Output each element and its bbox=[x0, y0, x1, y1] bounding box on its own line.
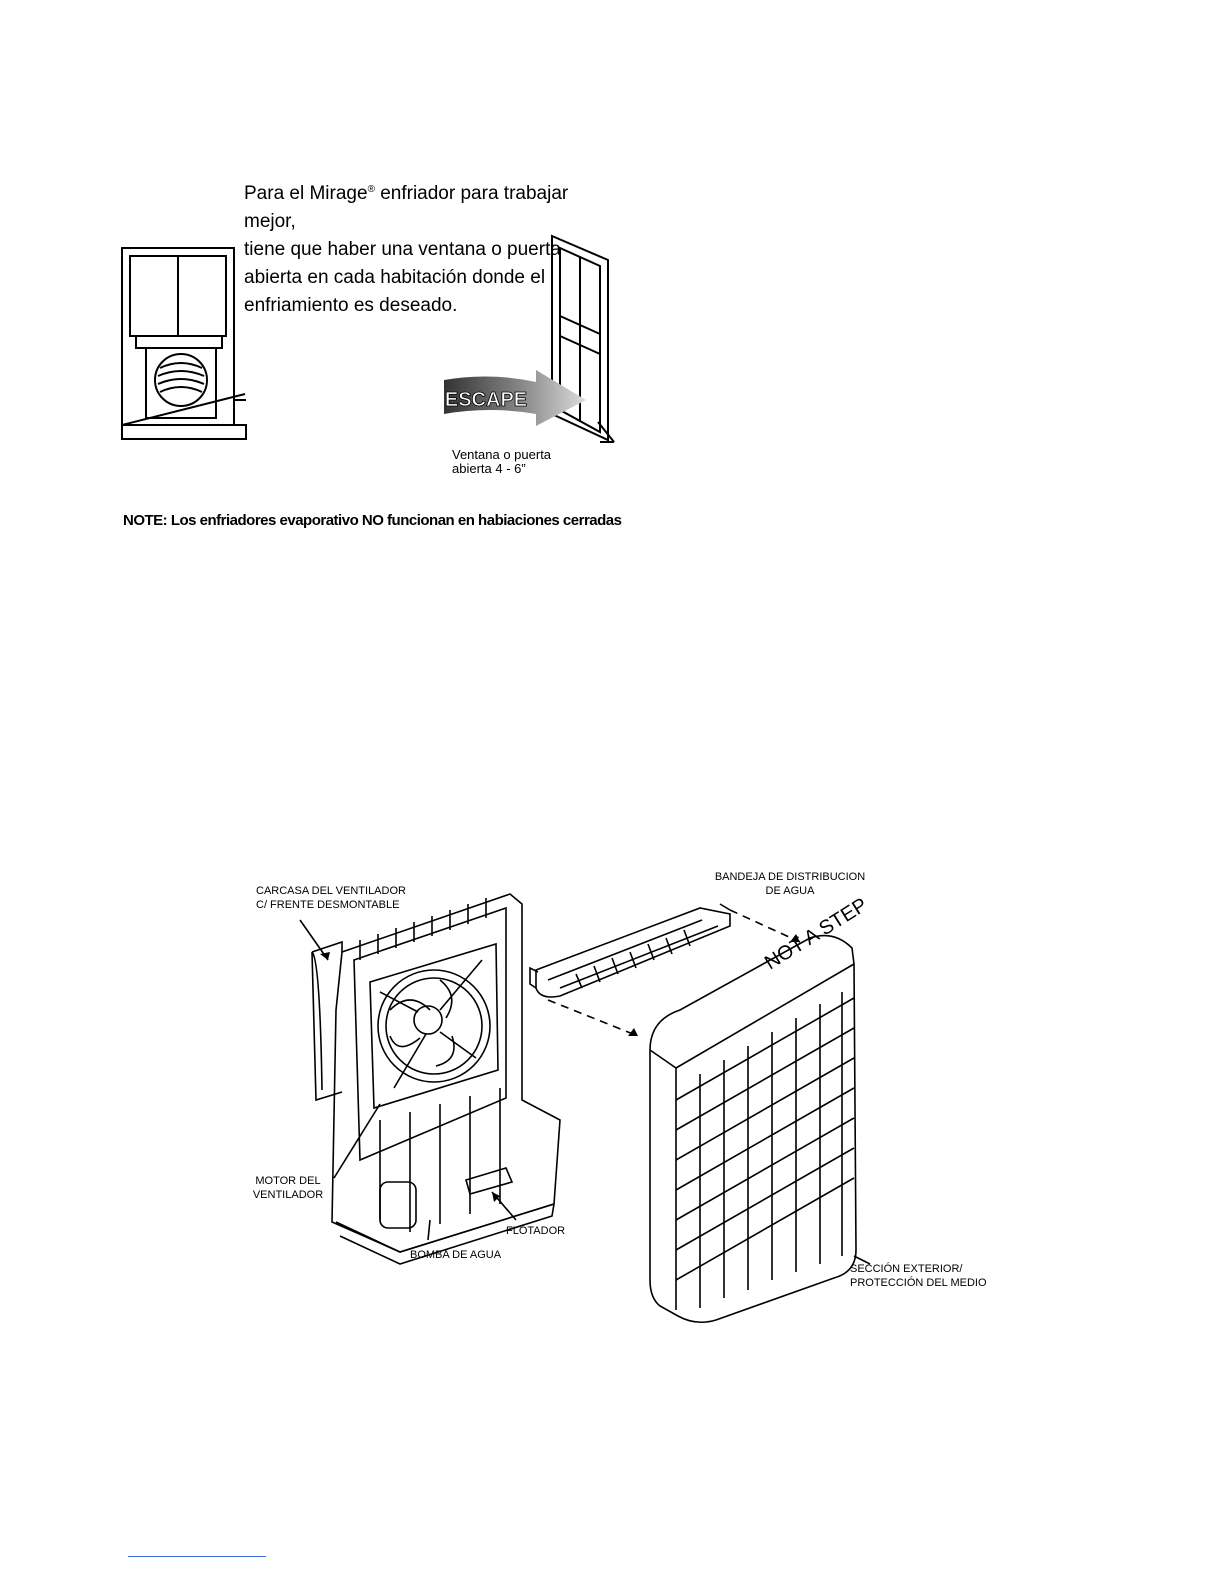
label-motor-2: VENTILADOR bbox=[252, 1189, 324, 1201]
label-fan-housing-1: CARCASA DEL VENTILADOR bbox=[256, 885, 406, 897]
window-cooler-illustration bbox=[110, 240, 255, 445]
intro-line-4: enfriamiento es deseado. bbox=[244, 295, 458, 316]
footer-link-underline bbox=[128, 1556, 266, 1557]
label-water-tray-2: DE AGUA bbox=[765, 885, 815, 897]
escape-arrow-icon bbox=[440, 366, 590, 428]
label-pump: BOMBA DE AGUA bbox=[410, 1249, 502, 1261]
intro-paragraph bbox=[244, 176, 584, 320]
door-caption: Ventana o puerta abierta 4 - 6” bbox=[452, 447, 552, 476]
cooler-exploded-diagram bbox=[230, 860, 1010, 1340]
label-motor-1: MOTOR DEL bbox=[255, 1175, 321, 1187]
intro-line-1: Para el Mirage® enfriador para trabajar mejor, bbox=[244, 183, 569, 232]
fan-housing bbox=[312, 894, 560, 1264]
label-exterior-1: SECCIÓN EXTERIOR/ bbox=[850, 1263, 963, 1275]
lid-text: NOT A STEP bbox=[760, 893, 872, 975]
intro-line-3: abierta en cada habitación donde el bbox=[244, 267, 546, 288]
escape-label: ESCAPE bbox=[444, 389, 528, 411]
note-text: NOTE: Los enfriadores evaporativo NO funcionan en habiaciones cerradas bbox=[123, 512, 622, 529]
exterior-section bbox=[650, 936, 856, 1323]
label-water-tray-1: BANDEJA DE DISTRIBUCION bbox=[714, 871, 866, 883]
label-float: FLOTADOR bbox=[506, 1225, 566, 1237]
intro-line-2: tiene que haber una ventana o puerta bbox=[244, 239, 561, 260]
label-exterior-2: PROTECCIÓN DEL MEDIO bbox=[850, 1277, 987, 1289]
label-fan-housing-2: C/ FRENTE DESMONTABLE bbox=[256, 899, 400, 911]
water-distribution-tray bbox=[530, 908, 730, 997]
